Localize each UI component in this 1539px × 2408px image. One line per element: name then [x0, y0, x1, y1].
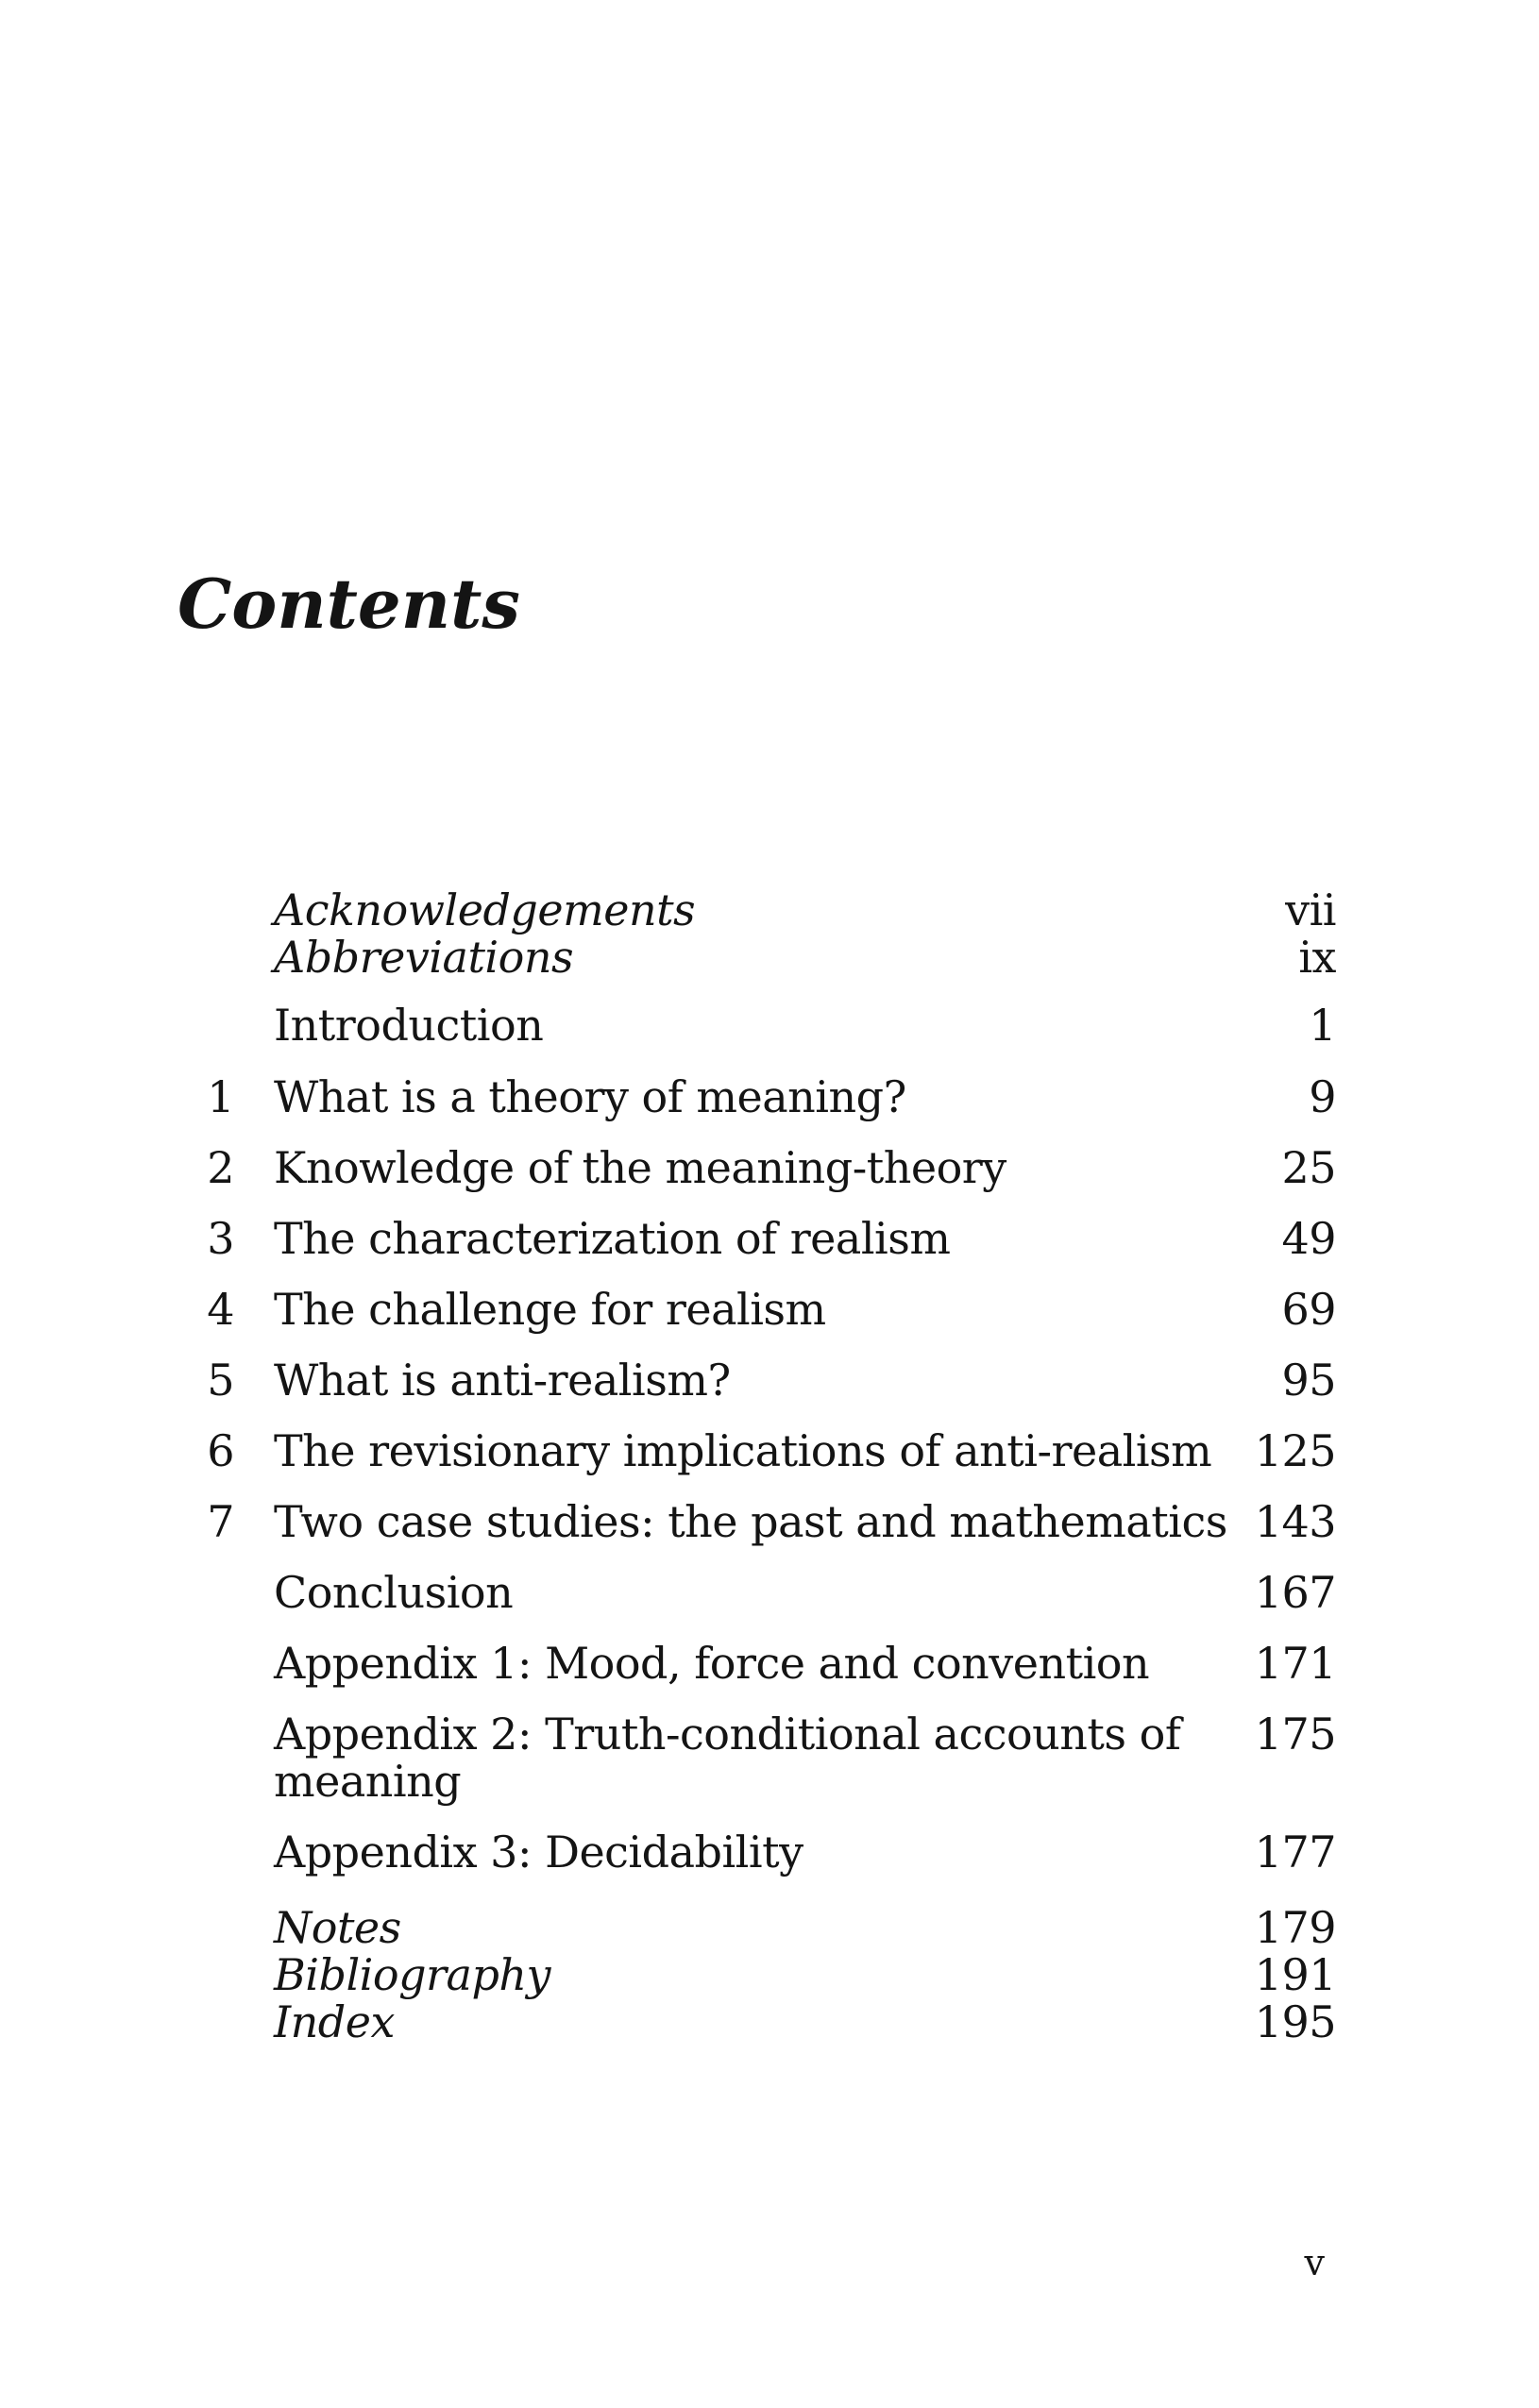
toc-entry-page: 1 [1309, 1000, 1336, 1051]
toc-entry-title: Appendix 3: Decidability [274, 1827, 803, 1878]
toc-entry-page: 177 [1254, 1827, 1336, 1878]
toc-entry-chapter-3 [183, 1215, 1336, 1262]
toc-entry-page: 171 [1254, 1638, 1336, 1689]
toc-entry-title: Introduction [274, 1000, 544, 1051]
toc-entry-introduction [183, 1002, 1336, 1049]
toc-entry-page: 179 [1254, 1902, 1336, 1953]
toc-entry-page: 195 [1254, 1996, 1336, 2047]
toc-entry-chapter-1 [183, 1073, 1336, 1120]
toc-entry-title: Bibliography [274, 1949, 550, 2000]
table-of-contents [183, 886, 1336, 2046]
toc-entry-title: Notes [274, 1902, 401, 1953]
toc-entry-page: 95 [1281, 1355, 1336, 1406]
toc-entry-page: 125 [1254, 1425, 1336, 1476]
toc-entry-chapter-6 [183, 1427, 1336, 1474]
toc-entry-acknowledgements [183, 886, 1336, 934]
toc-entry-bibliography [183, 1951, 1336, 1998]
toc-entry-page: vii [1285, 884, 1336, 935]
toc-entry-appendix-2 [183, 1710, 1336, 1805]
toc-entry-page: ix [1298, 932, 1336, 983]
toc-entry-page: 167 [1254, 1567, 1336, 1618]
toc-entry-title: What is anti-realism? [274, 1355, 731, 1406]
toc-entry-chapter-7 [183, 1498, 1336, 1545]
toc-entry-number: 3 [207, 1213, 234, 1264]
toc-entry-title: Index [274, 1996, 395, 2047]
toc-entry-title: The characterization of realism [274, 1213, 951, 1264]
toc-entry-index [183, 1998, 1336, 2046]
toc-entry-chapter-2 [183, 1144, 1336, 1191]
toc-entry-page: 143 [1254, 1496, 1336, 1547]
toc-entry-title: The revisionary implications of anti-realism [274, 1425, 1212, 1476]
toc-entry-page: 175 [1254, 1709, 1336, 1760]
toc-entry-page: 191 [1254, 1949, 1336, 2000]
page-title: Contents [178, 564, 520, 645]
toc-entry-title: Appendix 1: Mood, force and convention [274, 1638, 1150, 1689]
toc-entry-notes [183, 1904, 1336, 1951]
toc-entry-abbreviations [183, 934, 1336, 981]
toc-entry-appendix-1 [183, 1640, 1336, 1687]
toc-entry-chapter-4 [183, 1286, 1336, 1333]
toc-entry-number: 7 [207, 1496, 234, 1547]
toc-entry-title: What is a theory of meaning? [274, 1071, 906, 1122]
toc-entry-appendix-3 [183, 1828, 1336, 1876]
toc-entry-number: 1 [207, 1071, 234, 1122]
toc-entry-title: The challenge for realism [274, 1284, 826, 1335]
toc-entry-conclusion [183, 1569, 1336, 1616]
toc-entry-title: Abbreviations [274, 932, 574, 983]
toc-entry-title: Knowledge of the meaning-theory [274, 1142, 1006, 1193]
toc-entry-page: 69 [1281, 1284, 1336, 1335]
toc-entry-page: 25 [1281, 1142, 1336, 1193]
toc-entry-chapter-5 [183, 1356, 1336, 1404]
page-folio: v [1304, 2242, 1325, 2283]
toc-entry-number: 4 [207, 1284, 234, 1335]
toc-entry-title: Acknowledgements [274, 884, 696, 935]
toc-entry-number: 5 [207, 1355, 234, 1406]
toc-entry-title: Appendix 2: Truth-conditional accounts of meaning [274, 1709, 1181, 1807]
toc-entry-page: 49 [1281, 1213, 1336, 1264]
toc-entry-title: Two case studies: the past and mathematics [274, 1496, 1227, 1547]
toc-entry-number: 6 [207, 1425, 234, 1476]
toc-entry-number: 2 [207, 1142, 234, 1193]
toc-entry-title: Conclusion [274, 1567, 514, 1618]
toc-entry-page: 9 [1309, 1071, 1336, 1122]
